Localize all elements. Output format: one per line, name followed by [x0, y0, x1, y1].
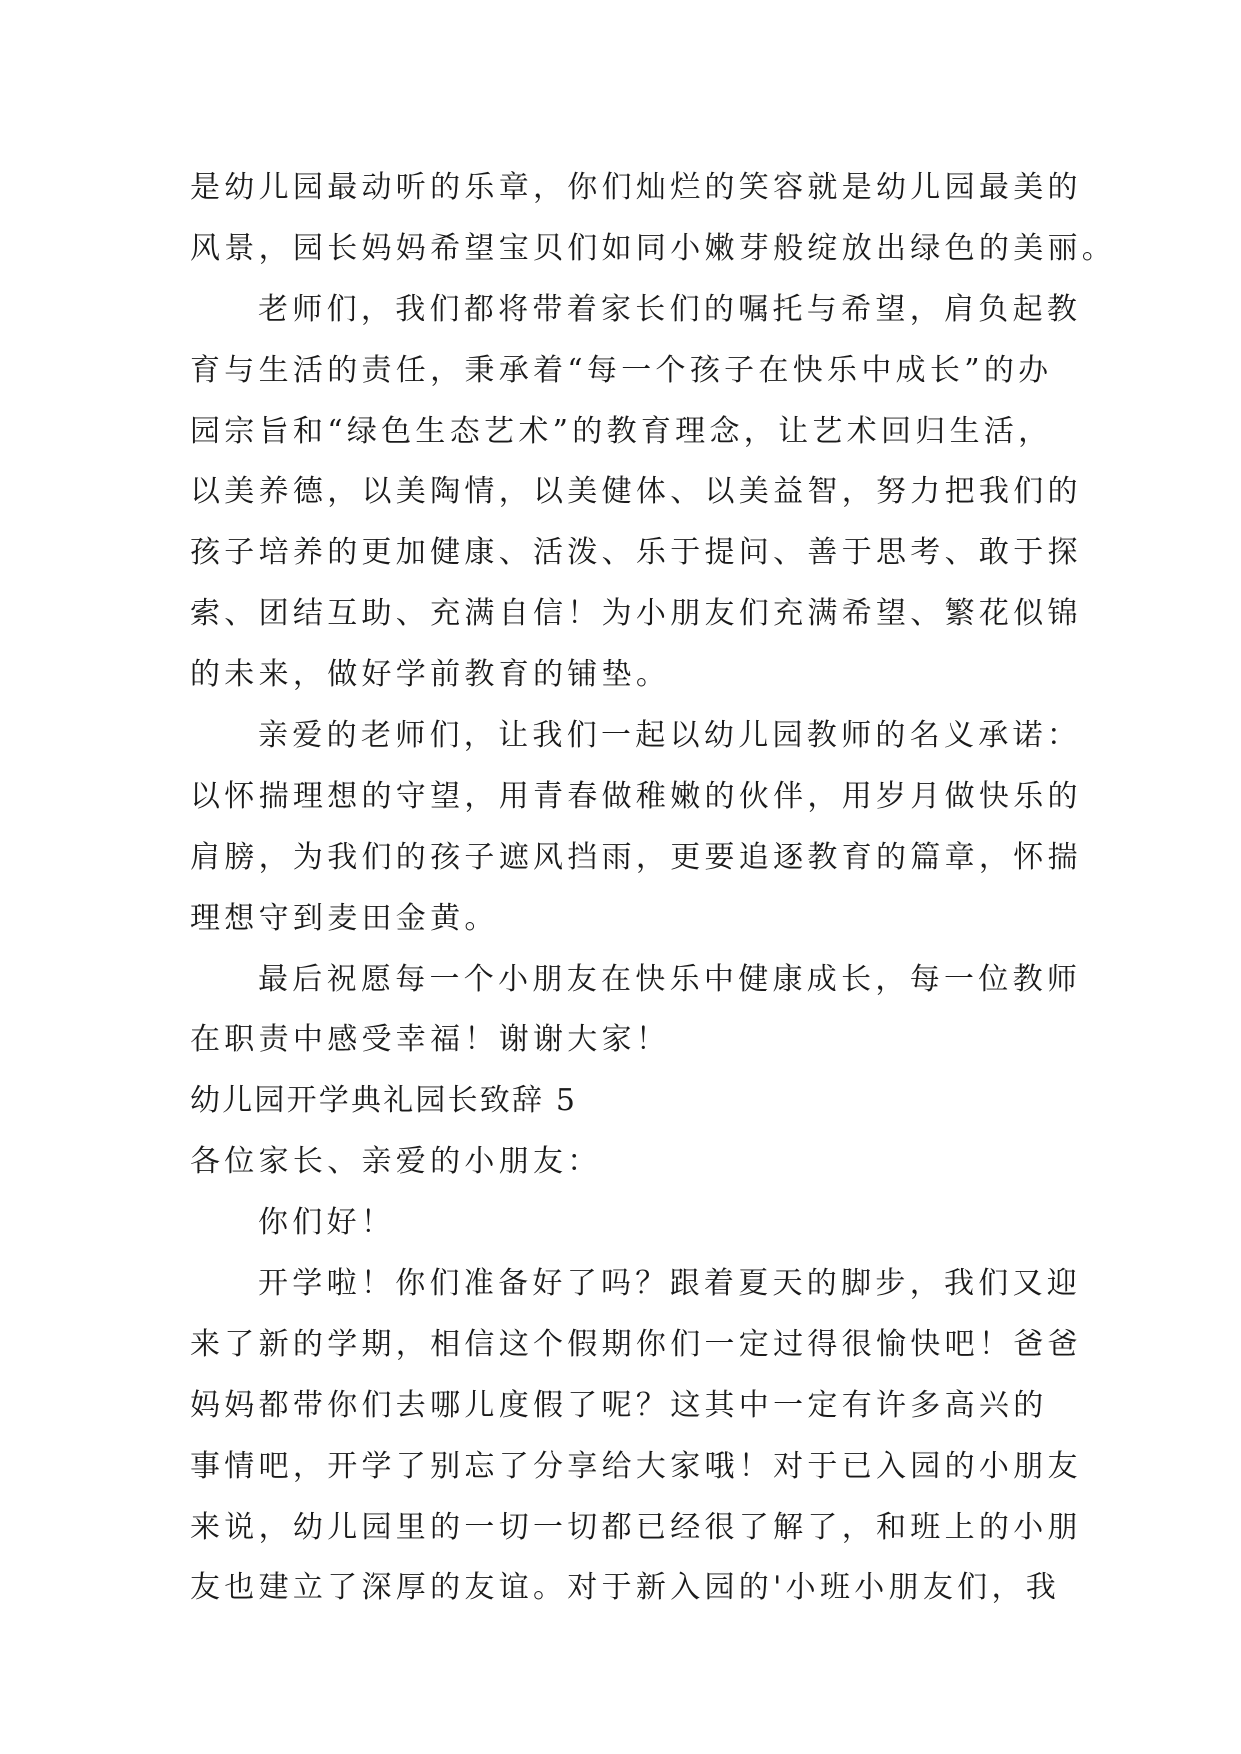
paragraph-start: 亲爱的老师们，让我们一起以幼儿园教师的名义承诺： — [258, 718, 1082, 754]
text-line: 妈妈都带你们去哪儿度假了呢？这其中一定有许多高兴的 — [190, 1387, 1048, 1423]
text-line: 在职责中感受幸福！谢谢大家！ — [190, 1022, 671, 1058]
greeting: 你们好！ — [258, 1205, 396, 1241]
text-line: 以美养德，以美陶情，以美健体、以美益智，努力把我们的 — [190, 474, 1082, 510]
text-line: 是幼儿园最动听的乐章，你们灿烂的笑容就是幼儿园最美的 — [190, 170, 1082, 205]
document-page — [190, 158, 1117, 1619]
text-line: 育与生活的责任，秉承着“每一个孩子在快乐中成长”的办 — [190, 352, 1053, 388]
text-line: 来了新的学期，相信这个假期你们一定过得很愉快吧！爸爸 — [190, 1326, 1082, 1362]
text-line: 园宗旨和“绿色生态艺术”的教育理念，让艺术回归生活， — [190, 413, 1053, 449]
paragraph-start: 开学啦！你们准备好了吗？跟着夏天的脚步，我们又迎 — [258, 1266, 1082, 1302]
section-title: 幼儿园开学典礼园长致辞 5 — [190, 1083, 578, 1119]
text-line: 索、团结互助、充满自信！为小朋友们充满希望、繁花似锦 — [190, 596, 1082, 632]
salutation: 各位家长、亲爱的小朋友： — [190, 1144, 602, 1180]
text-line: 的未来，做好学前教育的铺垫。 — [190, 657, 671, 693]
text-line: 孩子培养的更加健康、活泼、乐于提问、善于思考、敢于探 — [190, 535, 1082, 571]
text-line: 理想守到麦田金黄。 — [190, 900, 499, 936]
text-line: 以怀揣理想的守望，用青春做稚嫩的伙伴，用岁月做快乐的 — [190, 778, 1082, 814]
text-line: 事情吧，开学了别忘了分享给大家哦！对于已入园的小朋友 — [190, 1448, 1082, 1484]
paragraph-start: 老师们，我们都将带着家长们的嘱托与希望，肩负起教 — [258, 291, 1082, 327]
text-line: 风景，园长妈妈希望宝贝们如同小嫩芽般绽放出绿色的美丽。 — [190, 230, 1117, 266]
text-line: 肩膀，为我们的孩子遮风挡雨，更要追逐教育的篇章，怀揣 — [190, 839, 1082, 875]
text-line: 来说，幼儿园里的一切一切都已经很了解了，和班上的小朋 — [190, 1509, 1082, 1545]
paragraph-start: 最后祝愿每一个小朋友在快乐中健康成长，每一位教师 — [258, 961, 1082, 997]
text-line: 友也建立了深厚的友谊。对于新入园的'小班小朋友们，我 — [190, 1570, 1061, 1606]
